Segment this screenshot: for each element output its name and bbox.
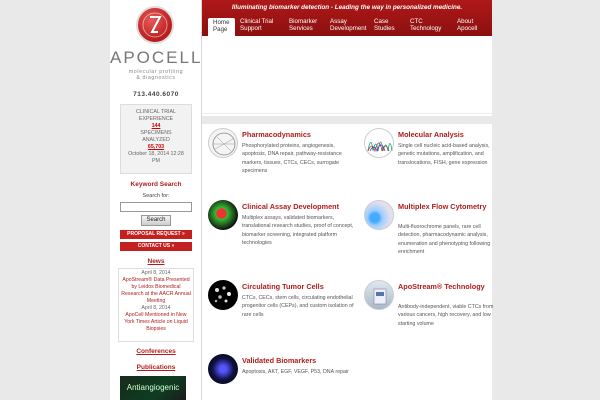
service-description: Phosphorylated proteins, angiogenesis, apoptosis, DNA repair, pathway-resistance markers, tissues, CTCs, CECs, surrogate specimens <box>242 143 342 174</box>
publication-thumbnail[interactable]: Antiangiogenic <box>120 376 186 400</box>
clinical-count[interactable]: 144 <box>151 123 161 129</box>
updated-time: PM <box>152 158 160 164</box>
keyword-search-title: Keyword Search <box>130 181 182 188</box>
nav-label: Assay <box>330 18 347 25</box>
flow-plot-icon <box>364 200 394 230</box>
service-description: Antibody-independent, viable CTCs from various cancers, high recovery, and low starting volume <box>398 304 494 327</box>
biomarker-cells-icon <box>208 354 238 384</box>
service-title[interactable]: Molecular Analysis <box>398 130 464 139</box>
search-button[interactable]: Search <box>141 215 171 226</box>
microscope-icon <box>208 128 238 158</box>
apocell-logo-icon[interactable] <box>136 6 174 44</box>
brand-name: APOCELL <box>110 48 203 67</box>
publications-link[interactable]: Publications <box>136 364 176 371</box>
brand-subtitle <box>110 69 202 81</box>
service-description: Multiplex assays, validated biomarkers, translational research studies, proof of concept, biomarker screening, integrated platform technologies <box>242 215 354 246</box>
page <box>110 0 492 400</box>
service-description: Multi-fluorochrome panels, rare cell detection, pharmacodynamic analysis, enumeration and phenotyping following enrichment <box>398 224 491 255</box>
news-item-link[interactable]: ApoCell Mentioned in New York Times Article on Liquid Biopsies <box>124 312 188 332</box>
service-title[interactable]: Clinical Assay Development <box>242 202 340 211</box>
nav-label: Biomarker <box>289 18 318 25</box>
service-description: Apoptosis, AKT, EGF, VEGF, P53, DNA repair <box>242 369 349 375</box>
service-title[interactable]: ApoStream® Technology <box>398 282 485 291</box>
nav-label: CTC <box>410 18 423 25</box>
nav-home-page[interactable] <box>208 18 235 36</box>
search-for-label: Search for: <box>142 193 170 199</box>
news-date: April 8, 2014 <box>141 270 171 276</box>
nav-label: Technology <box>410 24 442 32</box>
nav-case-studies[interactable] <box>374 19 395 32</box>
fluorescent-cell-icon <box>208 200 238 230</box>
nav-label: Studies <box>374 24 395 32</box>
news-box <box>118 268 194 342</box>
nav-label: Home <box>213 19 230 26</box>
nav-label: Services <box>289 24 313 32</box>
nav-label: Support <box>240 24 262 32</box>
search-input[interactable] <box>120 202 192 212</box>
nav-label: About <box>457 18 474 25</box>
nav-assay-development[interactable] <box>330 19 366 32</box>
contact-us-button[interactable]: CONTACT US » <box>120 242 192 251</box>
updated-date: October 18, 2014 12:28 <box>128 151 184 157</box>
service-title[interactable]: Multiplex Flow Cytometry <box>398 202 487 211</box>
top-navigation-bar <box>202 0 492 36</box>
news-item-link[interactable]: ApoStream® Data Presented by Leidos Biomedical Research at the AACR Annual Meeting <box>121 277 191 304</box>
nav-ctc-technology[interactable] <box>410 19 441 32</box>
specimens-count[interactable]: 65,703 <box>147 144 165 150</box>
chromatogram-icon <box>364 128 394 158</box>
nav-label: Apocell <box>457 24 478 32</box>
main-content <box>202 36 492 400</box>
nav-label: Page <box>213 25 228 33</box>
service-title[interactable]: Circulating Tumor Cells <box>242 282 324 291</box>
news-date: April 8, 2014 <box>141 305 171 311</box>
tagline: Illuminating biomarker detection - Leading the way in personalized medicine. <box>231 4 463 11</box>
service-title[interactable]: Pharmacodynamics <box>242 130 311 139</box>
apostream-device-icon <box>364 280 394 310</box>
service-title[interactable]: Validated Biomarkers <box>242 356 317 365</box>
specimens-label-1: SPECIMENS <box>140 130 172 136</box>
proposal-request-button[interactable]: PROPOSAL REQUEST » <box>120 230 192 239</box>
clinical-label-1: CLINICAL TRIAL <box>135 109 177 115</box>
specimens-label-2: ANALYZED <box>142 137 170 143</box>
nav-clinical-trial-support[interactable] <box>240 19 273 32</box>
conferences-link[interactable]: Conferences <box>136 348 176 355</box>
nav-label: Case <box>374 18 389 25</box>
clinical-stats-box <box>120 104 192 174</box>
left-sidebar <box>110 0 202 400</box>
phone-number: 713.440.6070 <box>133 91 179 98</box>
service-description: Single cell nucleic acid-based analysis, genetic mutations, amplification, and translocations, FISH, gene expression <box>398 143 490 166</box>
tumor-cells-icon <box>208 280 238 310</box>
brand-subtitle-line-2: & diagnostics <box>136 75 176 81</box>
brand-subtitle-line-1: molecular profiling <box>128 69 184 75</box>
section-divider <box>202 116 492 124</box>
nav-about-apocell[interactable] <box>457 19 477 32</box>
clinical-label-2: EXPERIENCE <box>138 116 174 122</box>
nav-biomarker-services[interactable] <box>289 19 317 32</box>
service-description: CTCs, CECs, stem cells, circulating endothelial progenitor cells (CEPs), and custom isolation of rare cells <box>242 295 354 318</box>
banner-area <box>202 36 492 114</box>
nav-label: Clinical Trial <box>240 18 274 25</box>
nav-label: Development <box>330 24 367 32</box>
news-title-link[interactable]: News <box>147 258 165 265</box>
